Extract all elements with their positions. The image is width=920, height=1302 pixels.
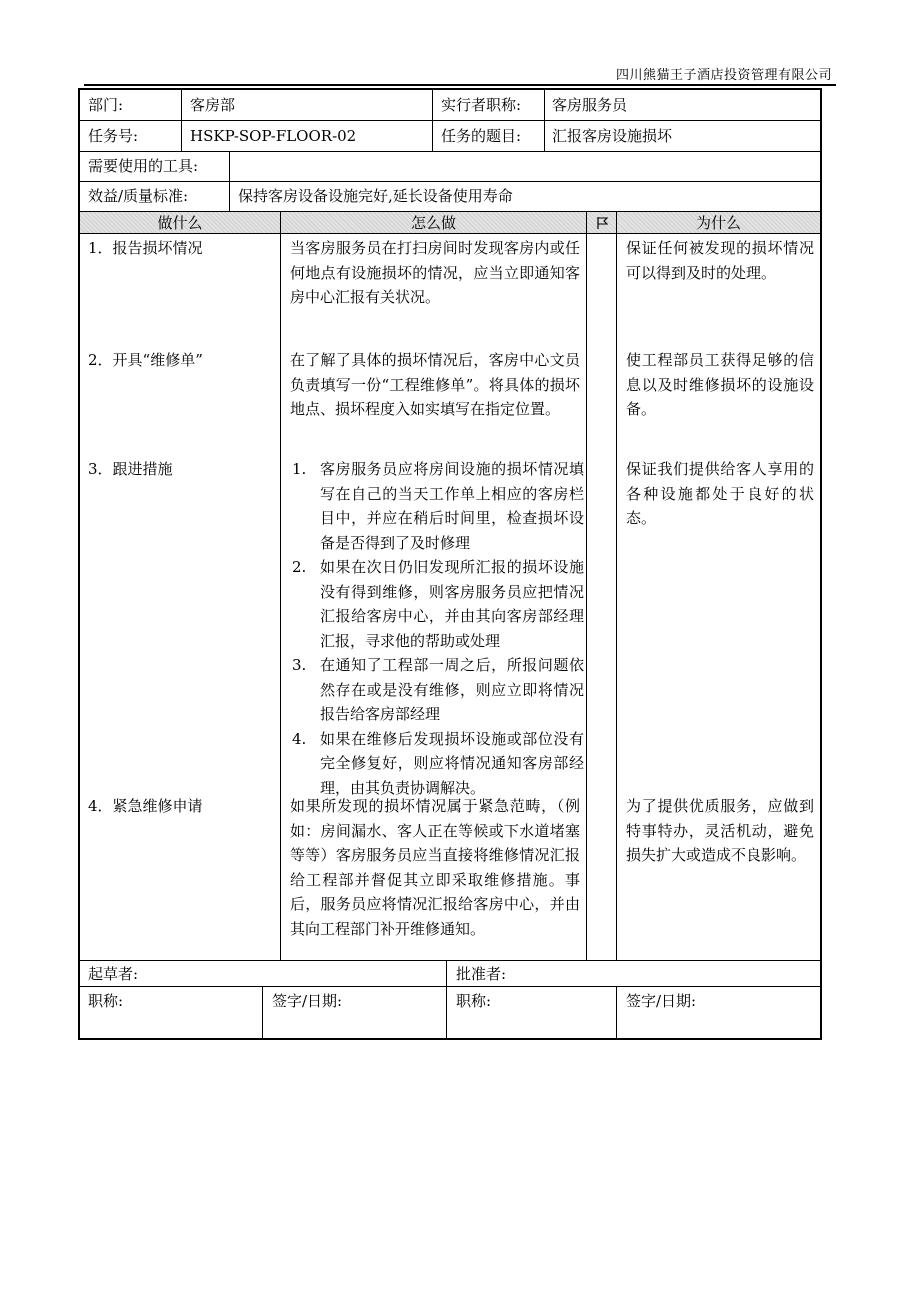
row-divider [80,233,820,234]
list-item: 2. 如果在次日仍旧发现所汇报的损坏设施没有得到维修，则客房服务员应把情况汇报给客房中心，并由其向客房部经理汇报，寻求他的帮助或处理 [292,558,584,650]
drafter-label: 起草者: [88,965,139,983]
column-header-what: 做什么 [157,214,203,232]
step-3-how-list [290,457,584,800]
col-divider [229,151,230,211]
col-divider [544,90,545,151]
step-1-why: 保证任何被发现的损坏情况可以得到及时的处理。 [626,239,814,282]
header-rule [84,84,836,86]
row-divider [80,960,820,961]
approver-label: 批准者: [456,965,507,983]
column-header-flag [587,213,616,235]
benefit-label: 效益/质量标准: [88,187,189,205]
col-divider [446,960,447,1038]
step-4-how: 如果所发现的损坏情况属于紧急范畴，（例如：房间漏水、客人正在等候或下水道堵塞等等）客房服务员应当直接将维修情况汇报给工程部并督促其立即采取维修措施。事后，服务员应将情况汇报给客房中心，并由其向工程部门补开维修通知。 [290,797,580,938]
col-divider [616,211,617,960]
benefit-value: 保持客房设备设施完好,延长设备使用寿命 [238,187,513,205]
step-3-what: 3．跟进措施 [88,460,173,478]
approver-sign-label: 签字/日期: [626,992,697,1010]
step-4-what: 4．紧急维修申请 [88,797,203,815]
task-title-label: 任务的题目: [441,127,522,145]
step-2-how: 在了解了具体的损坏情况后，客房中心文员负责填写一份“工程维修单”。将具体的损坏地点、损坏程度入如实填写在指定位置。 [290,351,580,418]
col-divider [262,986,263,1038]
list-item: 3. 在通知了工程部一周之后，所报问题依然存在或是没有维修，则应立即将情况报告给客房部经理 [292,656,584,723]
step-1-what: 1．报告损坏情况 [88,239,203,257]
row-divider [80,151,820,152]
dept-label: 部门: [88,96,124,114]
company-name: 四川熊猫王子酒店投资管理有限公司 [615,68,832,83]
drafter-sign-label: 签字/日期: [272,992,343,1010]
col-divider [616,986,617,1038]
col-divider [432,90,433,151]
flag-icon [595,216,609,230]
task-no-value: HSKP-SOP-FLOOR-02 [190,127,357,145]
step-1-how: 当客房服务员在打扫房间时发现客房内或任何地点有设施损坏的情况，应当立即通知客房中心汇报有关状况。 [290,239,580,306]
step-3-why: 保证我们提供给客人享用的各种设施都处于良好的状态。 [626,460,814,527]
dept-value: 客房部 [190,96,236,114]
column-header-how: 怎么做 [410,214,456,232]
step-2-why: 使工程部员工获得足够的信息以及时维修损坏的设施设备。 [626,351,814,418]
col-divider [181,90,182,151]
step-2-what: 2．开具“维修单” [88,351,203,369]
task-no-label: 任务号: [88,127,139,145]
col-divider [280,211,281,960]
row-divider [80,986,820,987]
tools-label: 需要使用的工具: [88,157,199,175]
task-title-value: 汇报客房设施损坏 [552,127,673,145]
column-header-why: 为什么 [695,214,741,232]
performer-label: 实行者职称: [441,96,522,114]
list-item: 1. 客房服务员应将房间设施的损坏情况填写在自己的当天工作单上相应的客房栏目中，并应在稍后时间里，检查损坏设备是否得到了及时修理 [292,460,584,552]
row-divider [80,120,820,121]
col-divider [586,211,587,960]
row-divider [80,181,820,182]
performer-value: 客房服务员 [552,96,628,114]
approver-title-label: 职称: [456,992,492,1010]
step-4-why: 为了提供优质服务，应做到特事特办，灵活机动，避免损失扩大或造成不良影响。 [626,797,814,864]
list-item: 4. 如果在维修后发现损坏设施或部位没有完全修复好，则应将情况通知客房部经理，由其负责协调解决。 [292,729,584,797]
drafter-title-label: 职称: [88,992,124,1010]
